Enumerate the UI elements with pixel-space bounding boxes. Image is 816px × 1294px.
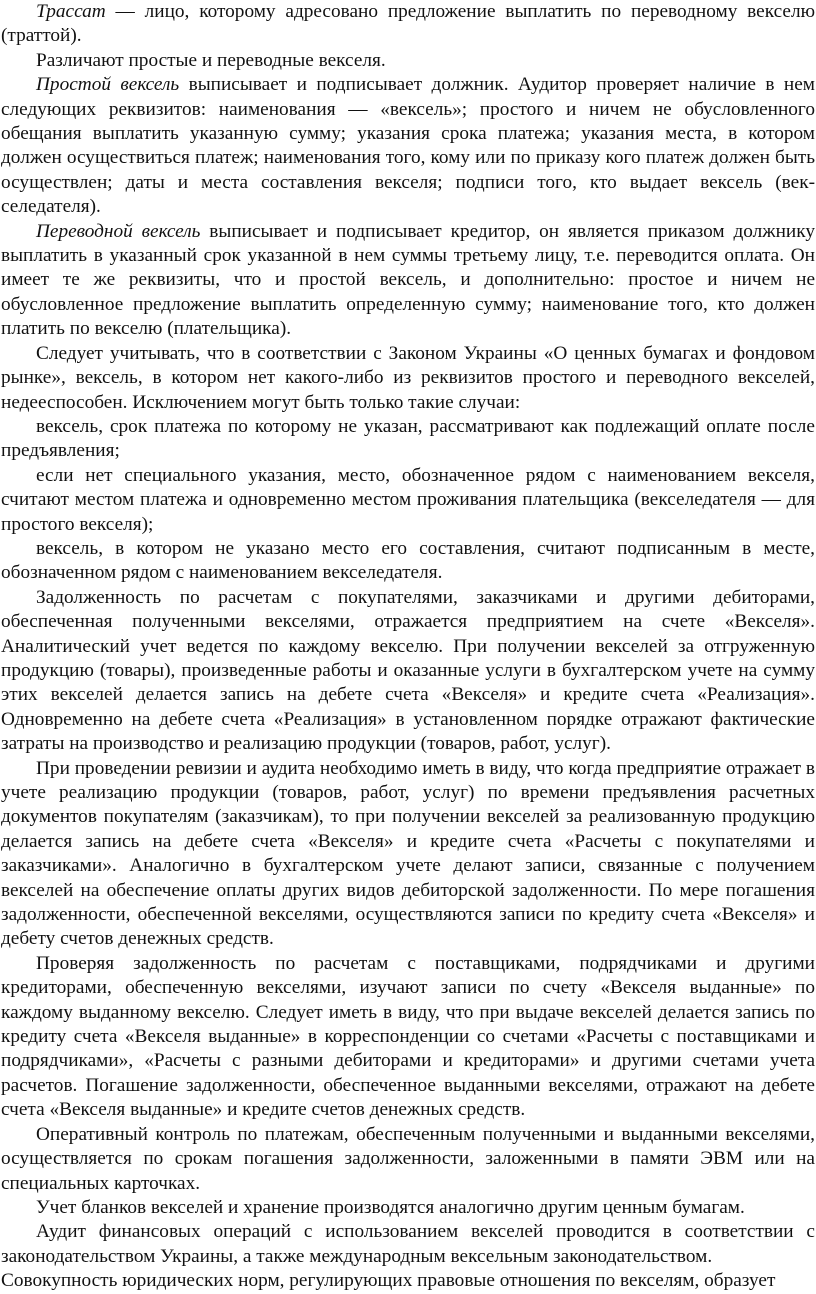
term-simple-bill: Простой вексель [36,74,180,96]
paragraph-operational-control [1,1123,815,1196]
paragraph-audit-revision [1,757,815,952]
term-transfer-bill: Переводной вексель [36,220,201,242]
paragraph-text: Оперативный контроль по платежам, обеспеченным полученными и выданными векселями, осуществляется по срокам погашения задолженности, заложенными в памяти ЭВМ или на специальных карточках. [1,1123,815,1194]
paragraph-text: выписывает и подписывает кредитор, он является приказом должнику выплатить в указанный срок указанной в нем суммы третьему лицу, т.е. переводится оплата. Он имеет те же реквизиты, что и простой вексель, и дополнительно: простое и ничем не обусловленное предложение выплатить определенную сумму; наименование того, кто должен платить по векселю (плательщика). [1,220,815,340]
paragraph-case-2 [1,464,815,537]
paragraph-transfer-bill [1,220,815,342]
paragraph-text: Проверяя задолженность по расчетам с поставщиками, подрядчиками и другими кредиторами, обеспеченную векселями, изучают записи по счету «Векселя выданные» по каждому выданному векселю. Следует иметь в виду, что при выдаче векселей делается запись по кредиту счета «Векселя выданные» в корреспонденции со счетами «Расчеты с поставщиками и подрядчиками», «Расчеты с разными дебиторами и кредиторами» и другими счетами учета расчетов. Погашение задолженности, обеспеченное выданными векселями, отражают на дебете счета «Векселя выданные» и кредите счетов денежных средств. [1,952,815,1121]
paragraph-text: Различают простые и переводные векселя. [36,49,386,71]
paragraph-types [1,49,815,73]
paragraph-text: Следует учитывать, что в соответствии с Законом Украины «О ценных бумагах и фондовом рынке», вексель, в котором нет какого-либо из реквизитов простого и переводного векселей, недееспособен. Исключением могут быть только такие случаи: [1,342,815,413]
paragraph-law [1,342,815,415]
paragraph-text: Совокупность юридических норм, регулирующих правовые отношения по векселям, образует [1,1270,776,1292]
paragraph-case-3 [1,537,815,586]
paragraph-text: вексель, срок платежа по которому не указан, рассматривают как подлежащий оплате после предъявления; [1,415,815,462]
paragraph-text: вексель, в котором не указано место его составления, считают подписанным в месте, обозначенном рядом с наименованием векселедателя. [1,537,815,584]
paragraph-simple-bill [1,73,815,219]
paragraph-blank-accounting [1,1196,815,1220]
paragraph-text: если нет специального указания, место, обозначенное рядом с наименованием векселя, считают местом платежа и одновременно местом проживания плательщика (векселедателя — для простого векселя); [1,464,815,535]
paragraph-payables [1,952,815,1123]
paragraph-text: Задолженность по расчетам с покупателями, заказчиками и другими дебиторами, обеспеченная полученными векселями, отражается предприятием на счете «Векселя». Аналитический учет ведется по каждому векселю. При получении векселей за отгруженную продукцию (товары), произведенные работы и оказанные услуги в бухгалтерском учете на сумму этих векселей делается запись на дебете счета «Векселя» и кредите счета «Реализация». Одновременно на дебете счета «Реализация» в установленном порядке отражают фактические затраты на производство и реализацию продукции (товаров, работ, услуг). [1,586,815,755]
paragraph-legal-norms [1,1269,815,1293]
paragraph-case-1 [1,415,815,464]
paragraph-text: — лицо, которому адресовано предложение выплатить по переводному векселю (траттой). [1,1,815,47]
paragraph-text: Учет бланков векселей и хранение производятся аналогично другим ценным бумагам. [36,1196,745,1218]
paragraph-trassat [1,0,815,49]
paragraph-financial-audit [1,1220,815,1269]
term-trassat: Трассат [36,1,106,22]
paragraph-text: выписывает и подписывает должник. Аудитор проверяет наличие в нем следующих реквизитов: наименования — «вексель»; простого и ничем не обусловленного обещания выплатить указанную сумму; указания срока платежа; указания места, в котором должен осуществиться платеж; наименования того, кому или по приказу кого платеж должен быть осуществлен; даты и места составления векселя; подписи того, кто выдает вексель (векселедателя). [1,74,815,218]
paragraph-receivables [1,586,815,757]
paragraph-text: Аудит финансовых операций с использованием векселей проводится в соответствии с законодательством Украины, а также международным вексельным законодательством. [1,1221,815,1267]
paragraph-text: При проведении ревизии и аудита необходимо иметь в виду, что когда предприятие отражает в учете реализацию продукции (товаров, работ, услуг) по времени предъявления расчетных документов покупателям (заказчикам), то при получении векселей за реализованную продукцию делается запись на дебете счета «Векселя» и кредите счета «Расчеты с покупателями и заказчиками». Аналогично в бухгалтерском учете делают записи, связанные с получением векселей на обеспечение оплаты других видов дебиторской задолженности. По мере погашения задолженности, обеспеченной векселями, осуществляются записи по кредиту счета «Векселя» и дебету счетов денежных средств. [1,757,815,950]
